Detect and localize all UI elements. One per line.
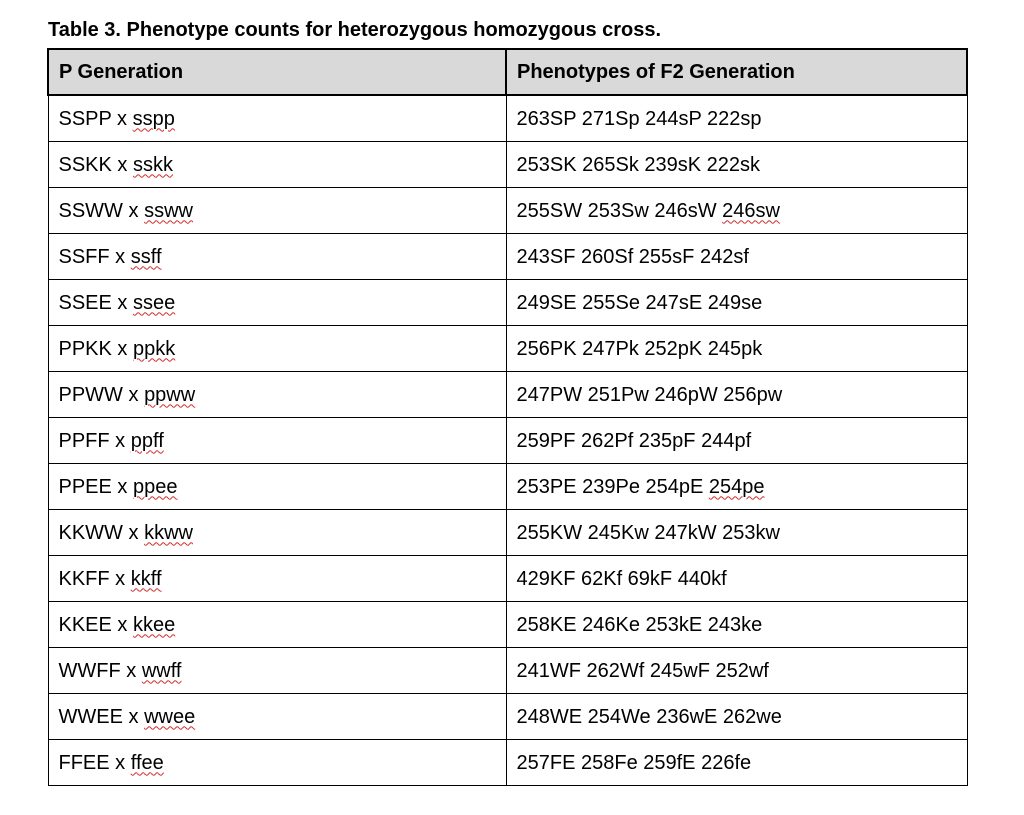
f2-counts: 257FE 258Fe 259fE [516,751,702,774]
parent-genotype-2: kkff [130,567,162,590]
p-generation-cell [48,372,506,418]
f2-phenotypes-cell [506,464,967,510]
cross-symbol: x [111,291,133,314]
cross-symbol: x [109,751,131,774]
cross-symbol: x [111,613,133,636]
cross-symbol: x [111,107,133,130]
table-row [48,142,967,188]
parent-genotype-2: ssee [132,291,176,314]
p-generation-cell [48,95,506,142]
p-generation-cell [48,556,506,602]
cross-symbol: x [111,153,133,176]
table-row [48,372,967,418]
f2-counts: 253SK 265Sk 239sK [516,153,707,176]
f2-last-count: 249se [707,291,763,314]
p-generation-cell [48,740,506,786]
f2-counts: 253PE 239Pe 254pE [516,475,709,498]
f2-counts: 263SP 271Sp 244sP [516,107,708,130]
parent-genotype-1: SSEE [58,291,112,314]
f2-phenotypes-cell [506,142,967,188]
f2-last-count: 440kf [677,567,727,590]
f2-counts: 258KE 246Ke 253kE [516,613,708,636]
f2-last-count: 262we [722,705,782,728]
parent-genotype-1: KKFF [58,567,110,590]
f2-counts: 249SE 255Se 247sE [516,291,708,314]
f2-phenotypes-cell [506,740,967,786]
cross-symbol: x [109,245,131,268]
f2-counts: 255KW 245Kw 247kW [516,521,723,544]
f2-phenotypes-cell [506,648,967,694]
parent-genotype-2: ppee [132,475,178,498]
f2-counts: 429KF 62Kf 69kF [516,567,678,590]
table-row [48,464,967,510]
table-row [48,648,967,694]
f2-phenotypes-cell [506,418,967,464]
f2-phenotypes-cell [506,372,967,418]
header-p-generation: P Generation [48,49,506,95]
p-generation-cell [48,602,506,648]
p-generation-cell [48,648,506,694]
f2-last-count: 246sw [722,199,780,222]
parent-genotype-2: ppww [144,383,196,406]
parent-genotype-2: ssff [130,245,162,268]
cross-symbol: x [111,337,133,360]
table-row [48,418,967,464]
parent-genotype-1: WWFF [58,659,121,682]
table-row [48,602,967,648]
table-row [48,740,967,786]
table-caption: Table 3. Phenotype counts for heterozygous homozygous cross. [48,19,662,41]
p-generation-cell [48,188,506,234]
f2-counts: 243SF 260Sf 255sF [516,245,700,268]
p-generation-cell [48,510,506,556]
cross-symbol: x [122,383,145,406]
parent-genotype-1: PPFF [58,429,110,452]
parent-genotype-1: PPKK [58,337,112,360]
f2-phenotypes-cell [506,556,967,602]
table-row [48,234,967,280]
table-row [48,694,967,740]
parent-genotype-1: KKEE [58,613,112,636]
parent-genotype-2: sskk [132,153,173,176]
parent-genotype-2: ppkk [132,337,176,360]
parent-genotype-1: SSFF [58,245,110,268]
p-generation-cell [48,142,506,188]
table-row [48,280,967,326]
f2-last-count: 252wf [715,659,769,682]
f2-counts: 247PW 251Pw 246pW [516,383,724,406]
f2-phenotypes-cell [506,510,967,556]
f2-last-count: 222sk [706,153,761,176]
f2-last-count: 242sf [699,245,749,268]
parent-genotype-2: ffee [130,751,164,774]
parent-genotype-2: ppff [130,429,164,452]
f2-phenotypes-cell [506,602,967,648]
cross-symbol: x [111,475,133,498]
f2-last-count: 253kw [722,521,780,544]
cross-symbol: x [122,705,145,728]
parent-genotype-1: SSKK [58,153,112,176]
parent-genotype-2: kkww [144,521,193,544]
p-generation-cell [48,694,506,740]
p-generation-cell [48,234,506,280]
table-row [48,95,967,142]
parent-genotype-1: SSPP [58,107,112,130]
f2-phenotypes-cell [506,280,967,326]
cross-symbol: x [109,429,131,452]
cross-symbol: x [109,567,131,590]
f2-last-count: 222sp [707,107,762,130]
table-row [48,510,967,556]
f2-phenotypes-cell [506,188,967,234]
f2-counts: 255SW 253Sw 246sW [516,199,723,222]
cross-symbol: x [120,659,142,682]
f2-last-count: 245pk [707,337,763,360]
header-f2-phenotypes: Phenotypes of F2 Generation [506,49,967,95]
f2-counts: 256PK 247Pk 252pK [516,337,708,360]
cross-symbol: x [122,521,145,544]
f2-phenotypes-cell [506,326,967,372]
f2-last-count: 254pe [708,475,765,498]
f2-counts: 241WF 262Wf 245wF [516,659,716,682]
parent-genotype-1: WWEE [58,705,123,728]
f2-last-count: 226fe [701,751,752,774]
table-row [48,556,967,602]
parent-genotype-1: FFEE [58,751,110,774]
f2-phenotypes-cell [506,95,967,142]
parent-genotype-1: KKWW [58,521,123,544]
p-generation-cell [48,326,506,372]
parent-genotype-1: PPWW [58,383,123,406]
f2-phenotypes-cell [506,694,967,740]
p-generation-cell [48,280,506,326]
table-row [48,188,967,234]
parent-genotype-2: sspp [132,107,175,130]
table-header-row [48,49,967,95]
parent-genotype-1: PPEE [58,475,112,498]
parent-genotype-2: wwff [141,659,182,682]
f2-counts: 248WE 254We 236wE [516,705,723,728]
cross-symbol: x [122,199,145,222]
table-row [48,326,967,372]
parent-genotype-1: SSWW [58,199,123,222]
parent-genotype-2: ssww [144,199,193,222]
phenotype-table [47,48,968,786]
f2-last-count: 243ke [707,613,763,636]
f2-counts: 259PF 262Pf 235pF [516,429,702,452]
f2-last-count: 256pw [723,383,783,406]
f2-phenotypes-cell [506,234,967,280]
parent-genotype-2: kkee [132,613,176,636]
p-generation-cell [48,464,506,510]
f2-last-count: 244pf [701,429,752,452]
table-body [48,95,967,786]
p-generation-cell [48,418,506,464]
parent-genotype-2: wwee [144,705,196,728]
